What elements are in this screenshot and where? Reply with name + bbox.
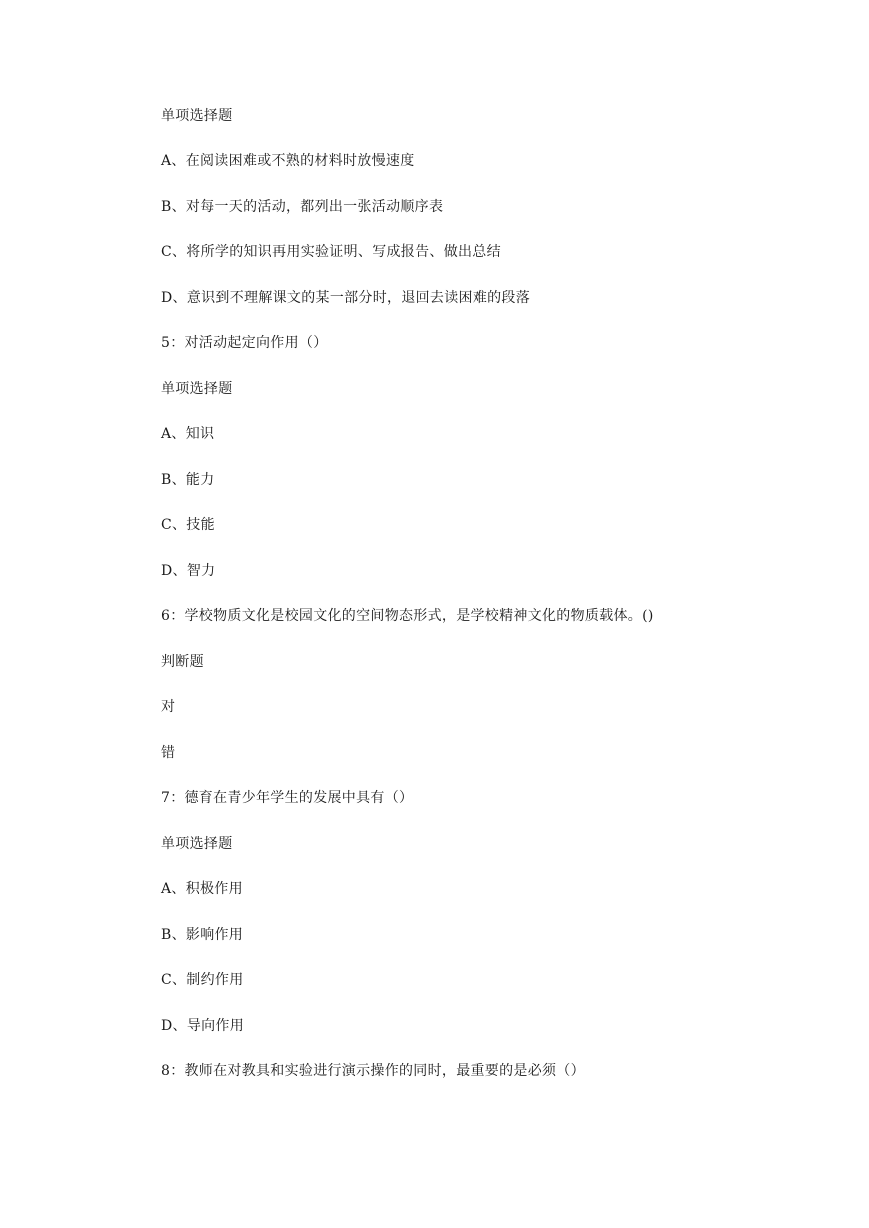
option-a: A、在阅读困难或不熟的材料时放慢速度 [161,153,415,169]
question-8: 8：教师在对教具和实验进行演示操作的同时，最重要的是必须（） [161,1063,585,1079]
question-6: 6：学校物质文化是校园文化的空间物态形式，是学校精神文化的物质载体。() [161,608,654,624]
option-false: 错 [161,745,176,761]
option-b: B、对每一天的活动，都列出一张活动顺序表 [161,199,444,215]
option-c: C、技能 [161,517,215,533]
option-b: B、影响作用 [161,927,244,943]
option-a: A、知识 [161,426,215,442]
option-d: D、导向作用 [161,1018,245,1034]
option-b: B、能力 [161,472,215,488]
option-a: A、积极作用 [161,881,243,897]
option-c: C、制约作用 [161,972,244,988]
option-true: 对 [161,699,176,715]
question-type-label: 单项选择题 [161,108,233,124]
question-7: 7：德育在青少年学生的发展中具有（） [161,790,414,806]
question-type-label: 判断题 [161,654,204,670]
question-5: 5：对活动起定向作用（） [161,335,328,351]
option-d: D、意识到不理解课文的某一部分时，退回去读困难的段落 [161,290,531,306]
question-type-label: 单项选择题 [161,836,233,852]
question-type-label: 单项选择题 [161,381,233,397]
option-c: C、将所学的知识再用实验证明、写成报告、做出总结 [161,244,501,260]
option-d: D、智力 [161,563,216,579]
